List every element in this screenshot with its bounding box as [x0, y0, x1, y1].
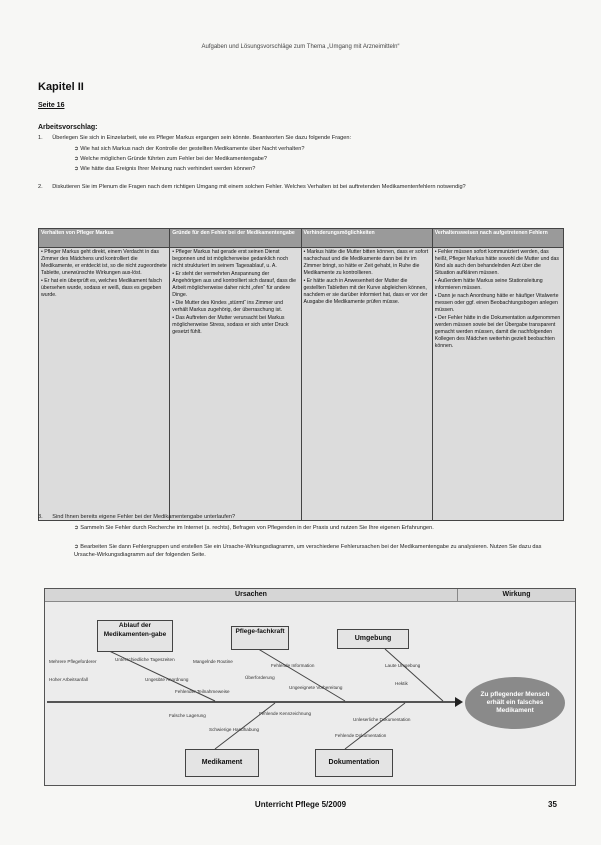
cause-label: Fehlender Teilnahmeweise	[175, 689, 230, 694]
list-item: • Pfleger Markus geht direkt, einem Verdacht in das Zimmer des Mädchens und kontrolliert die Medikamente, er entdeckt ist, so die nicht zugeordnete Tablette, unerwünschte Wirkungen aus-löst.	[41, 249, 167, 276]
task-1-bullet: ➲ Wie hat sich Markus nach der Kontrolle der gestellten Medikamente über Nacht verhalten?	[74, 146, 305, 152]
table-cell	[39, 248, 170, 521]
cause-label: Ungeeignete Vorbereitung	[289, 685, 343, 690]
effect-ellipse: Zu pflegender Mensch erhält ein falsches Medikament	[465, 677, 565, 729]
list-item: • Pfleger Markus hat gerade erst seinen Dienst begonnen und ist möglicherweise gedanklich noch nicht strukturiert im seinem Tagesablauf, u. A.	[172, 249, 289, 269]
task-2	[38, 184, 568, 192]
wirkung-heading: Wirkung	[458, 589, 575, 602]
task-3-number: 3.	[38, 514, 43, 520]
list-item: • Er steht der vermehrten Anspannung der Angehörigen aus und kontrolliert sich darauf, dass die Arbeit möglicherweise daher nicht „ofen“ für andere Dinge.	[172, 271, 296, 298]
cause-label: Fehlende Kennzeichnung	[259, 711, 312, 716]
cause-label: Falsche Lagerung	[169, 713, 206, 718]
answer-table	[38, 228, 564, 521]
footer-journal: Unterricht Pflege 5/2009	[254, 800, 347, 809]
cause-box-medikament: Medikament	[185, 749, 259, 777]
cause-label: Unterschiedliche Tageszeiten	[115, 657, 175, 662]
branch-umgebung	[385, 649, 443, 701]
table-cell	[432, 248, 563, 521]
list-item: • Das Auftreten der Mutter verursacht bei Markus möglicherweise Stress, sodass er sich unter Druck gesetzt fühlt.	[172, 315, 289, 335]
fishbone-arrowhead	[455, 697, 463, 707]
list-item: • Fehler müssen sofort kommuniziert werden, das heißt, Pfleger Markus hätte sowohl die Mutter und das Kind als auch den behandelnden Arzt über die Situation aufklären müssen.	[434, 249, 560, 276]
list-item: • Der Fehler hätte in die Dokumentation aufgenommen werden müssen sowie bei der Übergabe transparent gemacht werden müssen, damit die nachfolgenden Kollegen des Mädchen weiterhin gezielt beobachten können.	[434, 315, 561, 349]
task-1-bullet: ➲ Welche möglichen Gründe führten zum Fehler bei der Medikamentengabe?	[74, 156, 268, 162]
page-reference: Seite 16	[38, 102, 65, 109]
list-item: • Außerdem hätte Markus seine Stationsleitung informieren müssen.	[434, 278, 543, 291]
cause-label: Mehrere Pflegeforderer	[49, 659, 97, 664]
list-item: • Die Mutter des Kindes „stürmt“ ins Zimmer und verhält Markus zugehörig, der überraschung ist.	[172, 300, 284, 313]
cause-box-dokumentation: Dokumentation	[315, 749, 393, 777]
task-2-text: Diskutieren Sie im Plenum die Fragen nach dem richtigen Umgang mit einem solchen Fehler. Welches Verhalten ist bei auftretenden Medikamentenfehlern notwendig?	[52, 184, 466, 190]
table-header: Verhaltensweisen nach aufgetretenen Fehlern	[432, 229, 563, 248]
branch-dokumentation	[345, 703, 405, 749]
branch-medikament	[215, 703, 275, 749]
cause-label: Unleserliche Dokumentation	[353, 717, 411, 722]
cause-label: Hoher Arbeitsanfall	[49, 677, 88, 682]
cause-box-pflegefachkraft: Pflege-fachkraft	[231, 626, 289, 650]
cause-label: Laute Umgebung	[385, 663, 421, 668]
task-1-number: 1.	[38, 135, 43, 141]
cause-effect-diagram	[44, 588, 576, 786]
cause-label: Mangelnde Routine	[193, 659, 233, 664]
page-number: 35	[548, 800, 557, 809]
table-cell	[170, 248, 301, 521]
list-item: • Er hat ein überprüft es, welches Medikament falsch übersehen wurde, sodass er weiß, dass es gegeben wurde.	[41, 278, 162, 298]
ursachen-heading: Ursachen	[45, 589, 458, 602]
cause-label: Hektik	[395, 681, 408, 686]
task-1	[38, 135, 568, 143]
table-header: Verhalten von Pfleger Markus	[39, 229, 170, 248]
cause-box-ablauf: Ablauf der Medikamenten-gabe	[97, 620, 173, 652]
table-cell	[301, 248, 432, 521]
task-3-bullet: ➲ Bearbeiten Sie dann Fehlergruppen und erstellen Sie ein Ursache-Wirkungsdiagramm, um verschiedene Fehlerursachen bei der Medikamentengabe zu analysieren. Nutzen Sie dazu das Ursache-Wirkungsdiagramm auf der folgenden Seite.	[74, 544, 542, 558]
task-3-text: Sind Ihnen bereits eigene Fehler bei der Medikamentengabe unterlaufen?	[52, 514, 236, 520]
cause-label: Schwierige Handhabung	[209, 727, 260, 732]
task-2-number: 2.	[38, 184, 43, 190]
task-1-text: Überlegen Sie sich in Einzelarbeit, wie es Pfleger Markus ergangen sein könnte. Beantworten Sie dazu folgende Fragen:	[52, 135, 352, 141]
running-header: Aufgaben und Lösungsvorschläge zum Thema „Umgang mit Arzneimitteln“	[201, 44, 400, 50]
list-item: • Dann je nach Anordnung hätte er häufiger Vitalwerte messen oder ggf. einen Beobachtungsbogen anlegen müssen.	[434, 293, 559, 313]
cause-label: Fehlende Dokumentation	[335, 733, 387, 738]
cause-label: Überforderung	[245, 675, 275, 680]
task-title: Arbeitsvorschlag:	[38, 124, 98, 131]
branch-pflege	[250, 644, 345, 701]
task-3-bullet: ➲ Sammeln Sie Fehler durch Recherche im Internet (s. rechts), Befragen von Pflegenden in der Praxis und nutzen Sie Ihre eigenen Erfahrungen.	[74, 525, 434, 531]
task-1-bullet: ➲ Wie hätte das Ereignis Ihrer Meinung nach verhindert werden können?	[74, 166, 256, 172]
task-3	[38, 514, 568, 522]
list-item: • Markus hätte die Mutter bitten können, dass er sofort nachschaut und die Medikamente dann bei ihr im Zimmer bringt, so hätte er Zeit gehabt, in Ruhe die Medikamente zu kontrollieren.	[303, 249, 429, 276]
table-header: Verhinderungsmöglichkeiten	[301, 229, 432, 248]
table-header: Gründe für den Fehler bei der Medikamentengabe	[170, 229, 301, 248]
chapter-title: Kapitel II	[38, 81, 84, 93]
cause-box-umgebung: Umgebung	[337, 629, 409, 649]
list-item: • Er hätte auch in Anwesenheit der Mutter die gestellten Tabletten mit der Kurve abgleichen können, nachdem er sie darüber informiert hat, dass er vor der Ausgabe die Medikamente prüfen müsse.	[303, 278, 428, 305]
cause-label: Ungeübte Anordnung	[145, 677, 189, 682]
cause-label: Fehlende Information	[271, 663, 315, 668]
